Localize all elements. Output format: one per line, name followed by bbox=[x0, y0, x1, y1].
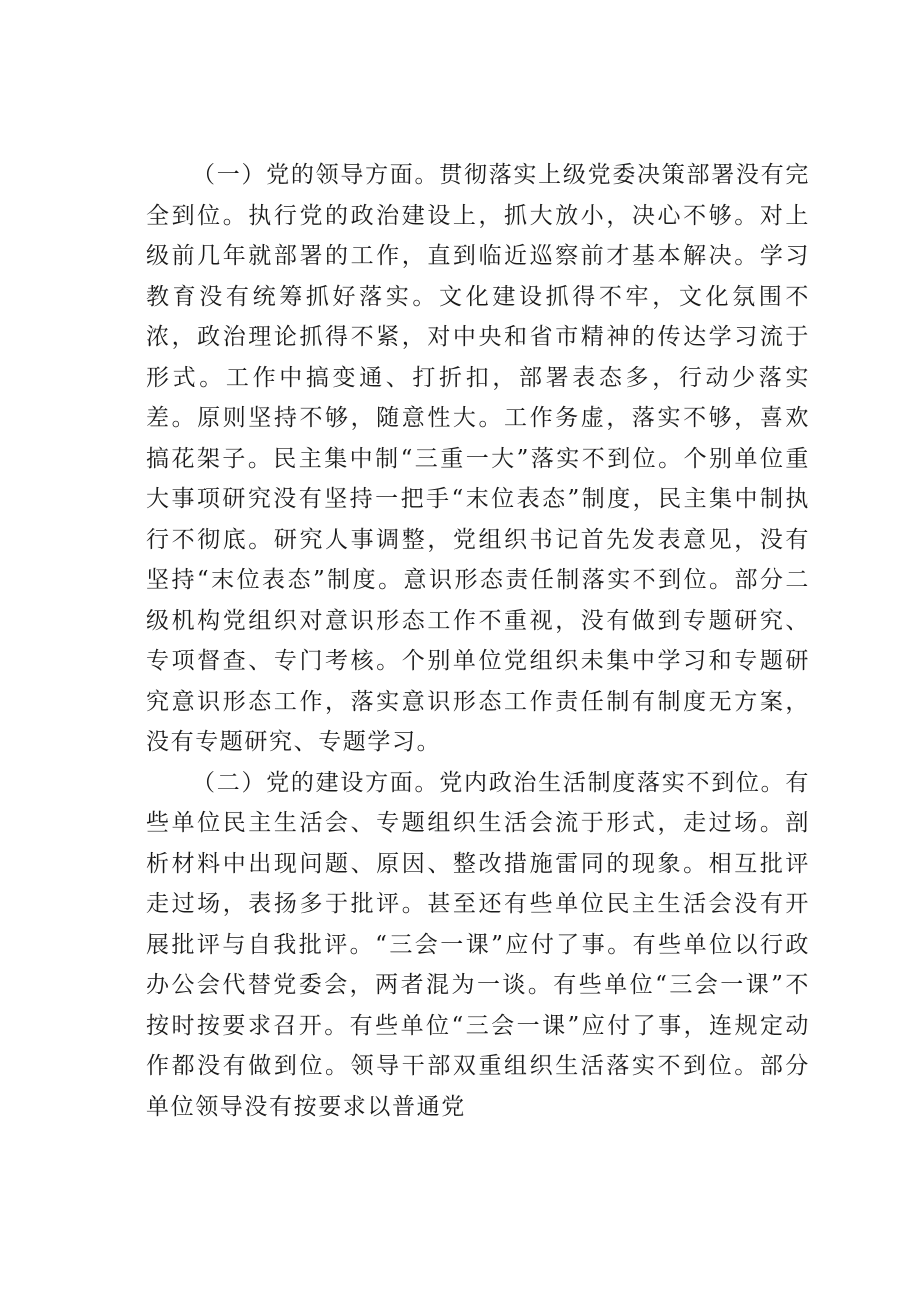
paragraph-party-leadership: （一）党的领导方面。贯彻落实上级党委决策部署没有完全到位。执行党的政治建设上，抓大放小，决心不够。对上级前几年就部署的工作，直到临近巡察前才基本解决。学习教育没有统筹抓好落实。文化建设抓得不牢，文化氛围不浓，政治理论抓得不紧，对中央和省市精神的传达学习流于形式。工作中搞变通、打折扣，部署表态多，行动少落实差。原则坚持不够，随意性大。工作务虚，落实不够，喜欢搞花架子。民主集中制“三重一大”落实不到位。个别单位重大事项研究没有坚持一把手“末位表态”制度，民主集中制执行不彻底。研究人事调整，党组织书记首先发表意见，没有坚持“末位表态”制度。意识形态责任制落实不到位。部分二级机构党组织对意识形态工作不重视，没有做到专题研究、专项督查、专门考核。个别单位党组织未集中学习和专题研究意识形态工作，落实意识形态工作责任制有制度无方案，没有专题研究、专题学习。 bbox=[146, 162, 810, 755]
document-body bbox=[146, 155, 810, 1127]
paragraph-party-building: （二）党的建设方面。党内政治生活制度落实不到位。有些单位民主生活会、专题组织生活会流于形式，走过场。剖析材料中出现问题、原因、整改措施雷同的现象。相互批评走过场，表扬多于批评。甚至还有些单位民主生活会没有开展批评与自我批评。“三会一课”应付了事。有些单位以行政办公会代替党委会，两者混为一谈。有些单位“三会一课”不按时按要求召开。有些单位“三会一课”应付了事，连规定动作都没有做到位。领导干部双重组织生活落实不到位。部分单位领导没有按要求以普通党 bbox=[146, 769, 810, 1120]
